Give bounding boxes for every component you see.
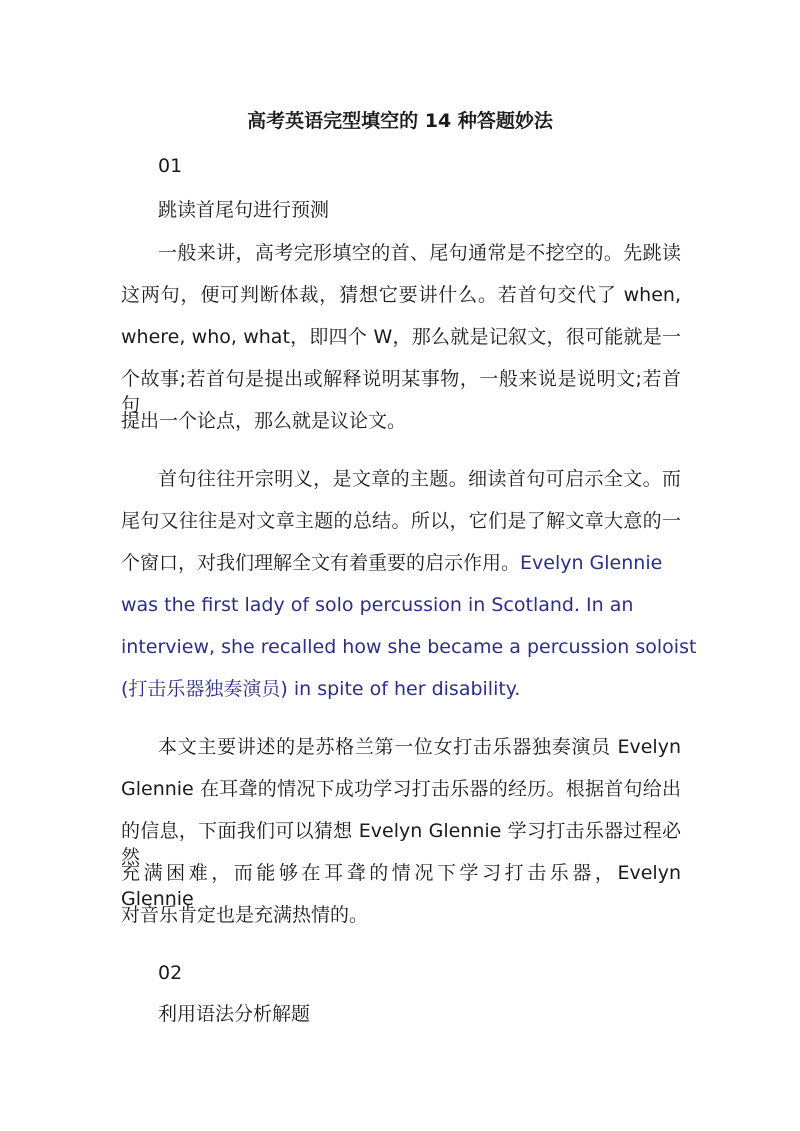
paragraph-line: 一般来讲，高考完形填空的首、尾句通常是不挖空的。先跳读 [158,242,681,264]
paragraph-line: 充满困难，而能够在耳聋的情况下学习打击乐器，Evelyn Glennie [121,862,681,910]
paragraph-line: 首句往往开宗明义，是文章的主题。细读首句可启示全文。而 [158,468,681,490]
paragraph-line: 个故事;若首句是提出或解释说明某事物，一般来说是说明文;若首句 [121,368,681,416]
paragraph-line: 的信息，下面我们可以猜想 Evelyn Glennie 学习打击乐器过程必然 [121,820,681,868]
section-number: 02 [158,962,183,984]
page-title: 高考英语完型填空的 14 种答题妙法 [247,110,553,132]
section-heading: 利用语法分析解题 [158,1003,311,1025]
paragraph-line: where, who, what，即四个 W，那么就是记叙文，很可能就是一 [121,326,681,348]
example-sentence: interview, she recalled how she became a percussion soloist [121,636,697,658]
example-sentence: (打击乐器独奏演员) in spite of her disability. [121,678,521,700]
paragraph-text: 个窗口，对我们理解全文有着重要的启示作用。 [121,552,521,574]
paragraph-line: Glennie 在耳聋的情况下成功学习打击乐器的经历。根据首句给出 [121,778,681,800]
paragraph-line [121,550,662,576]
example-sentence: Evelyn Glennie [520,552,663,574]
section-heading: 跳读首尾句进行预测 [158,199,330,221]
paragraph-line: 对音乐肯定也是充满热情的。 [121,904,369,926]
section-number: 01 [158,155,183,177]
example-sentence: was the first lady of solo percussion in Scotland. In an [121,594,634,616]
paragraph-line: 本文主要讲述的是苏格兰第一位女打击乐器独奏演员 Evelyn [158,736,681,758]
paragraph-line: 提出一个论点，那么就是议论文。 [121,410,407,432]
paragraph-line: 这两句，便可判断体裁，猜想它要讲什么。若首句交代了 when, [121,284,681,306]
paragraph-line: 尾句又往往是对文章主题的总结。所以，它们是了解文章大意的一 [121,510,681,532]
